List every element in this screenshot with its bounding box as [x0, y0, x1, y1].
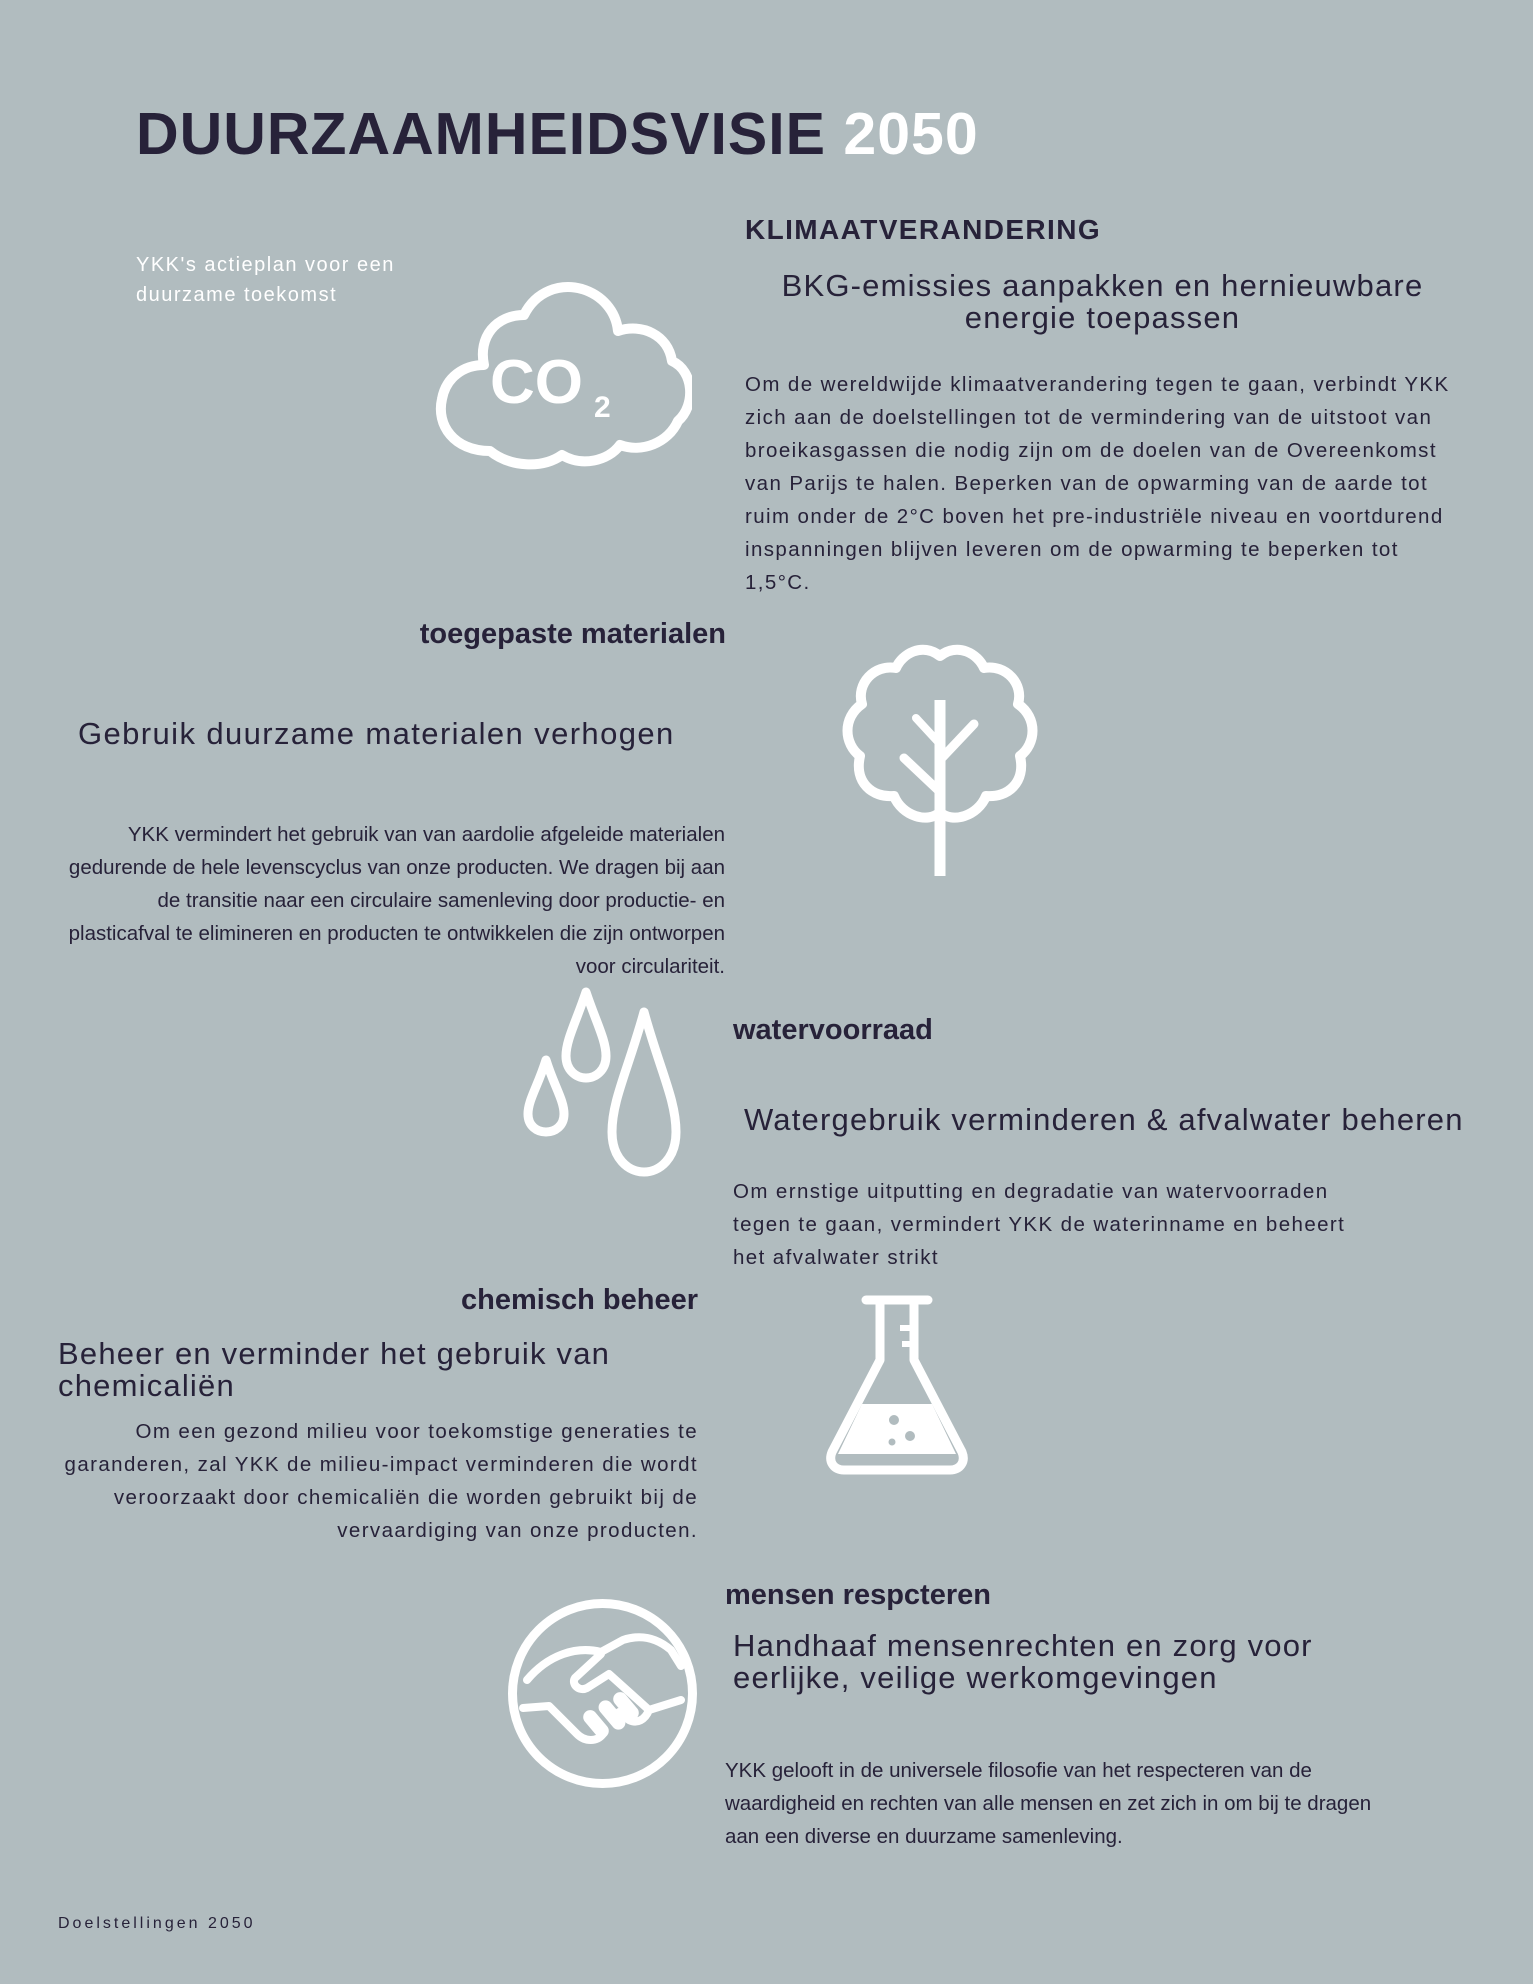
- section-heading-water: watervoorraad: [733, 1014, 933, 1046]
- section-heading-mensen: mensen respcteren: [725, 1579, 991, 1611]
- co2-cloud-icon: [432, 275, 692, 470]
- section-body-mensen: YKK gelooft in de universele filosofie van het respecteren van de waardigheid en rechten van alle mensen en zet zich in om bij te dragen aan een diverse en duurzame samenleving.: [725, 1759, 1372, 1848]
- section-heading-chemisch: chemisch beheer: [461, 1284, 698, 1316]
- section-body-materialen: YKK vermindert het gebruik van van aardolie afgeleide materialen gedurende de hele levenscyclus van onze producten. We dragen bij aan de transitie naar een circulaire samenleving door productie- en plasticafval te elimineren en producten te ontwikkelen die zijn ontworpen voor circulariteit.: [68, 823, 725, 978]
- co2-label: CO: [490, 348, 583, 417]
- section-tagline-water: Watergebruik verminderen & afvalwater beheren: [744, 1102, 1464, 1137]
- section-tagline-chemisch: Beheer en verminder het gebruik van chemicaliën: [58, 1336, 611, 1403]
- section-heading-materialen: toegepaste materialen: [419, 618, 726, 650]
- section-body-chemisch: Om een gezond milieu voor toekomstige generaties te garanderen, zal YKK de milieu-impact verminderen die wordt veroorzaakt door chemicaliën die worden gebruikt bij de vervaardiging van onze producten.: [64, 1420, 698, 1542]
- section-body-klimaat: Om de wereldwijde klimaatverandering tegen te gaan, verbindt YKK zich aan de doelstellingen tot de vermindering van de uitstoot van broeikasgassen die nodig zijn om de doelen van de Overeenkomst van Parijs te halen. Beperken van de opwarming van de aarde tot ruim onder de 2°C boven het pre-industriële niveau en voortdurend inspanningen blijven leveren om de opwarming te beperken tot 1,5°C.: [745, 373, 1450, 594]
- tree-icon: [840, 640, 1040, 880]
- water-drops-icon: [520, 982, 690, 1182]
- section-tagline-materialen: Gebruik duurzame materialen verhogen: [78, 716, 675, 751]
- section-heading-klimaat: KLIMAATVERANDERING: [745, 214, 1102, 245]
- handshake-icon: [505, 1596, 700, 1791]
- section-tagline-klimaat: BKG-emissies aanpakken en hernieuwbare energie toepassen: [781, 268, 1424, 335]
- page-title: [136, 100, 979, 168]
- footer-text: Doelstellingen 2050: [58, 1915, 256, 1932]
- co2-subscript: 2: [594, 391, 611, 424]
- title-main: DUURZAAMHEIDSVISIE: [136, 101, 826, 167]
- title-year: 2050: [843, 101, 979, 167]
- page-subtitle: YKK's actieplan voor een duurzame toekomst: [136, 254, 395, 306]
- section-body-water: Om ernstige uitputting en degradatie van watervoorraden tegen te gaan, vermindert YKK de waterinname en beheert het afvalwater strikt: [733, 1180, 1346, 1269]
- flask-icon: [822, 1292, 972, 1477]
- section-tagline-mensen: Handhaaf mensenrechten en zorg voor eerlijke, veilige werkomgevingen: [733, 1628, 1313, 1695]
